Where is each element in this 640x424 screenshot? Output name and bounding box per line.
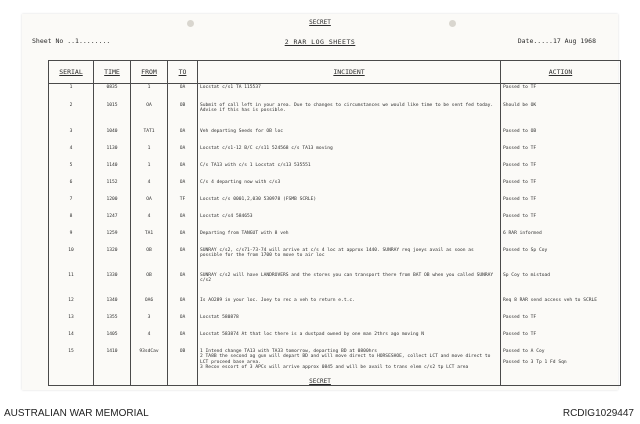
cell-action: Sp Coy to mistoad	[503, 272, 551, 278]
cell-time: 1040	[94, 128, 131, 145]
cell-time: 0835	[94, 84, 131, 102]
cell-serial: 5	[49, 162, 94, 179]
cell-action: Passed to TF	[503, 162, 537, 168]
cell-time: 1330	[94, 272, 131, 297]
log-sheet-page	[22, 14, 618, 390]
cell-from: OA	[131, 102, 168, 128]
cell-from: 4	[131, 179, 168, 196]
classification-bottom: SECRET	[309, 378, 331, 385]
cell-action: Passed to TF	[503, 196, 537, 202]
cell-incident: C/s TA13 with c/s 1 Locstat c/s13 535551	[198, 162, 501, 179]
cell-to: OA	[168, 128, 198, 145]
cell-action: Passed to A Coy Passed to 3 Tp 1 Fd Sqn	[503, 348, 567, 365]
table-row	[49, 272, 621, 297]
cell-from: 4	[131, 213, 168, 230]
cell-to: OB	[168, 102, 198, 128]
cell-incident: Locstat c/s 0001,2,030 530978 (FSMB SCRLE)	[198, 196, 501, 213]
cell-incident: C/s 4 departing now with c/s3	[198, 179, 501, 196]
cell-incident: Departing from TANGUT with 8 veh	[198, 230, 501, 247]
table-row	[49, 196, 621, 213]
table-row	[49, 297, 621, 314]
table-row	[49, 102, 621, 128]
cell-time: 1340	[94, 297, 131, 314]
table-row	[49, 331, 621, 348]
table-header-row	[49, 61, 621, 84]
cell-action: Req 8 RAR send access veh to SCRLE	[503, 297, 598, 303]
cell-to: OA	[168, 297, 198, 314]
cell-serial: 11	[49, 272, 94, 297]
column-header-serial: SERIAL	[49, 61, 94, 84]
cell-to: OB	[168, 348, 198, 386]
cell-incident: Veh departing Seeds for OB loc	[198, 128, 501, 145]
cell-incident: Locstat 583874 At that loc there is a dustpad owned by one man 2thrs ago moving N	[198, 331, 501, 348]
cell-action: 6 RAR informed	[503, 230, 542, 236]
cell-to: OA	[168, 162, 198, 179]
cell-from: TAT1	[131, 128, 168, 145]
cell-to: OA	[168, 272, 198, 297]
archive-credit: AUSTRALIAN WAR MEMORIAL	[4, 408, 149, 419]
cell-incident: Is AO289 in your loc. Joey to rec a veh to return e.t.c.	[198, 297, 501, 314]
cell-to: OA	[168, 314, 198, 331]
date-label: Date	[517, 37, 534, 45]
log-table	[48, 60, 621, 386]
cell-from: 3	[131, 314, 168, 331]
cell-time: 1405	[94, 331, 131, 348]
cell-serial: 1	[49, 84, 94, 102]
cell-action: Passed to TF	[503, 314, 537, 320]
cell-action: Passed to TF	[503, 145, 537, 151]
cell-incident: Locstat c/s4 584653	[198, 213, 501, 230]
cell-serial: 8	[49, 213, 94, 230]
cell-incident: Locstat c/s1 TA 115537	[198, 84, 501, 102]
archive-id: RCDIG1029447	[562, 408, 634, 419]
cell-serial: 10	[49, 247, 94, 272]
cell-action: Passed to TF	[503, 85, 537, 90]
cell-from: 1	[131, 162, 168, 179]
table-row	[49, 213, 621, 230]
cell-time: 1410	[94, 348, 131, 386]
table-row	[49, 128, 621, 145]
log-table-body	[49, 84, 621, 386]
classification-top: SECRET	[309, 19, 331, 26]
cell-serial: 6	[49, 179, 94, 196]
cell-serial: 13	[49, 314, 94, 331]
cell-from: 93sdCav	[131, 348, 168, 386]
cell-from: OA6	[131, 297, 168, 314]
cell-serial: 14	[49, 331, 94, 348]
column-header-from: FROM	[131, 61, 168, 84]
cell-to: OA	[168, 213, 198, 230]
cell-from: OB	[131, 247, 168, 272]
cell-serial: 4	[49, 145, 94, 162]
cell-to: OA	[168, 145, 198, 162]
cell-action: Passed to TF	[503, 331, 537, 337]
cell-from: TA1	[131, 230, 168, 247]
cell-serial: 15	[49, 348, 94, 386]
table-row	[49, 145, 621, 162]
cell-time: 1130	[94, 145, 131, 162]
cell-time: 1015	[94, 102, 131, 128]
cell-from: 4	[131, 331, 168, 348]
cell-to: OA	[168, 247, 198, 272]
cell-serial: 12	[49, 297, 94, 314]
cell-action: Passed to Sp Coy	[503, 247, 548, 253]
table-row	[49, 84, 621, 102]
cell-incident: 1 Intend change TA13 with TA33 tomorrow, departing BD at 0800hrs 2 TA8B the second ag gun will depart BD and will move direct to HORSESHOE, collect LCT and move direct to LCT proceed base area. 3 Recov escort of 3 APCs will arrive approx 0845 and will be avail to trans elem c/s2 tp LCT area	[198, 348, 501, 386]
cell-action: Should be OK	[503, 102, 537, 108]
table-row	[49, 230, 621, 247]
table-row	[49, 179, 621, 196]
cell-time: 1320	[94, 247, 131, 272]
table-row	[49, 314, 621, 331]
cell-to: OA	[168, 230, 198, 247]
column-header-time: TIME	[94, 61, 131, 84]
sheet-number-value: ..1........	[67, 37, 111, 45]
date-value: .....17 Aug 1968	[533, 37, 596, 45]
document-title: 2 RAR LOG SHEETS	[284, 38, 356, 46]
cell-incident: SUNRAY c/s2, c/s71-73-74 will arrive at c/s 4 loc at approx 1440. SUNRAY req joeys avail as soon as possible for the from 1700 to move to air loc	[198, 247, 501, 272]
cell-from: OB	[131, 272, 168, 297]
cell-to: OA	[168, 179, 198, 196]
cell-action: Passed to OB	[503, 128, 537, 134]
cell-from: OA	[131, 196, 168, 213]
cell-serial: 7	[49, 196, 94, 213]
document-date	[518, 37, 596, 45]
cell-to: OA	[168, 84, 198, 102]
cell-action: Passed to TF	[503, 213, 537, 219]
column-header-to: TO	[168, 61, 198, 84]
cell-from: 1	[131, 145, 168, 162]
cell-serial: 9	[49, 230, 94, 247]
cell-time: 1259	[94, 230, 131, 247]
sheet-number-label: Sheet No	[32, 37, 64, 45]
cell-incident: SUNRAY c/s2 will have LANDROVERS and the stores you can transport there from BAT OB when you called SUNRAY c/s2	[198, 272, 501, 297]
cell-incident: Submit of call left in your area. Due to changes to circumstances we would like time to be sent fed today. Advise if this has is possible.	[198, 102, 501, 128]
cell-time: 1152	[94, 179, 131, 196]
column-header-action: ACTION	[501, 61, 621, 84]
table-row	[49, 247, 621, 272]
cell-action: Passed to TF	[503, 179, 537, 185]
cell-incident: Locstat 580878	[198, 314, 501, 331]
cell-to: OA	[168, 331, 198, 348]
cell-serial: 2	[49, 102, 94, 128]
cell-serial: 3	[49, 128, 94, 145]
cell-time: 1200	[94, 196, 131, 213]
cell-incident: Locstat c/s1-12 B/C c/s11 524568 c/s TA13 moving	[198, 145, 501, 162]
cell-to: TF	[168, 196, 198, 213]
column-header-incident: INCIDENT	[198, 61, 501, 84]
table-row	[49, 162, 621, 179]
cell-time: 1247	[94, 213, 131, 230]
cell-from: 1	[131, 84, 168, 102]
cell-time: 1140	[94, 162, 131, 179]
cell-time: 1355	[94, 314, 131, 331]
